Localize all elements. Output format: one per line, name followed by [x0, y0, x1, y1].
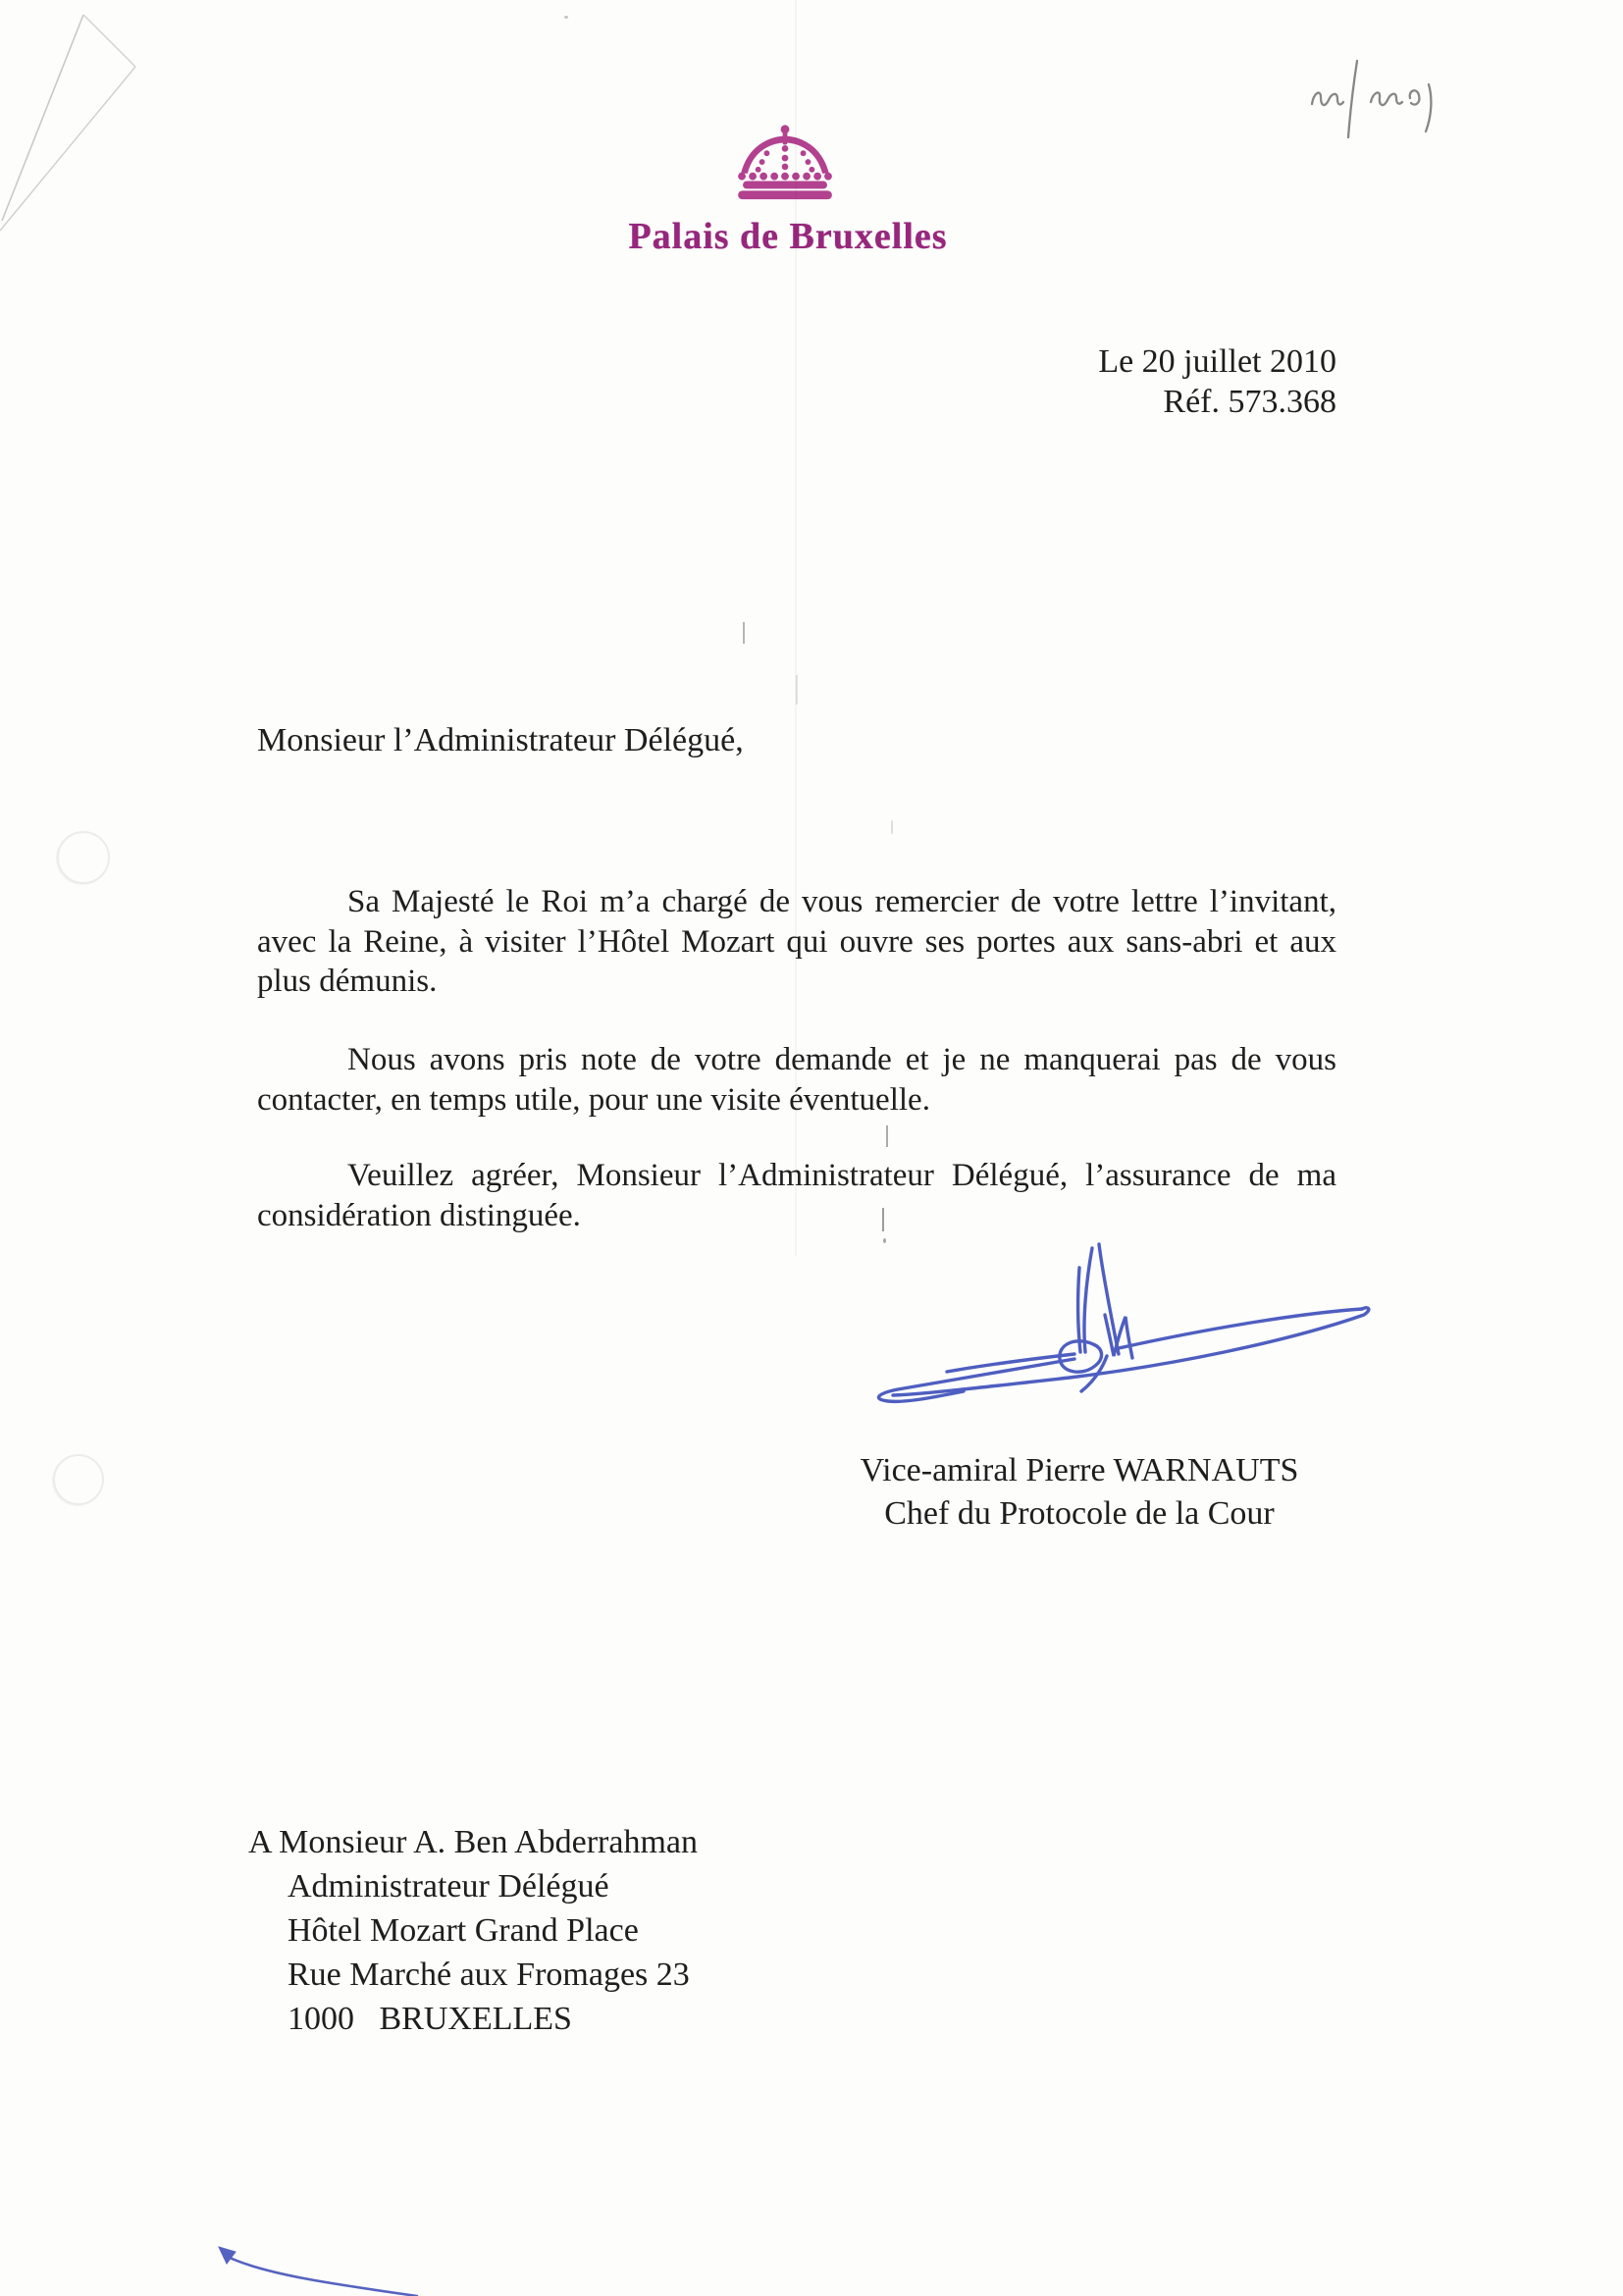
body-paragraph: [257, 1040, 1336, 1120]
date-block: [944, 341, 1336, 422]
punch-hole: [57, 831, 110, 884]
letter-reference: Réf. 573.368: [1163, 384, 1336, 420]
scan-speck: [891, 820, 893, 834]
body-line: Nous avons pris note de votre demande et je ne manquerai pas de vous: [347, 1042, 1336, 1077]
royal-crown-icon: [727, 122, 843, 204]
recipient-address: [248, 1820, 698, 2041]
salutation: Monsieur l’Administrateur Délégué,: [257, 722, 744, 758]
punch-hole: [53, 1454, 104, 1505]
recipient-line: A Monsieur A. Ben Abderrahman: [248, 1824, 698, 1860]
signer-block: [756, 1449, 1403, 1536]
folded-corner-mark: [0, 0, 196, 255]
letter-date: Le 20 juillet 2010: [1098, 343, 1336, 380]
body-line: Sa Majesté le Roi m’a chargé de vous remercier de votre lettre l’invitant,: [347, 884, 1336, 919]
recipient-line: 1000 BRUXELLES: [288, 2001, 572, 2037]
scan-speck: [564, 16, 568, 19]
signer-title: Chef du Protocole de la Cour: [884, 1495, 1275, 1532]
letterhead-palace-name: Palais de Bruxelles: [628, 216, 948, 257]
body-line: plus démunis.: [257, 964, 438, 999]
handwritten-annotation: [1300, 47, 1457, 145]
body-line: avec la Reine, à visiter l’Hôtel Mozart qui ouvre ses portes aux sans-abri et aux: [257, 923, 1336, 960]
handwritten-signature: [864, 1217, 1384, 1413]
scan-speck: [743, 622, 745, 644]
recipient-line: Hôtel Mozart Grand Place: [288, 1912, 639, 1949]
scan-speck: [796, 675, 798, 704]
body-line: Veuillez agréer, Monsieur l’Administrateur Délégué, l’assurance de ma: [347, 1158, 1336, 1193]
scan-speck: [886, 1125, 888, 1147]
body-line: contacter, en temps utile, pour une visite éventuelle.: [257, 1081, 930, 1118]
body-paragraph: [257, 882, 1336, 1002]
pen-stroke-mark: [206, 2237, 432, 2296]
signer-name: Vice-amiral Pierre WARNAUTS: [860, 1452, 1299, 1488]
recipient-line: Administrateur Délégué: [288, 1868, 609, 1905]
body-line: considération distinguée.: [257, 1197, 581, 1233]
recipient-line: Rue Marché aux Fromages 23: [288, 1957, 690, 1993]
